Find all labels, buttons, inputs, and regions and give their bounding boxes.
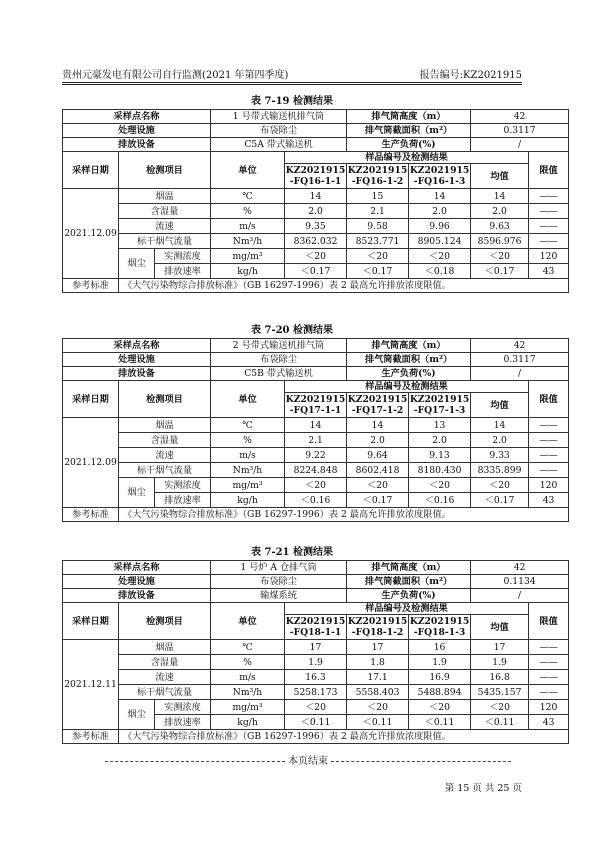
info-label: 采样点名称	[63, 339, 211, 353]
info-label: 处理设施	[63, 124, 211, 138]
info-value: C5B 带式输送机	[211, 367, 347, 381]
item-unit: ℃	[211, 418, 285, 433]
reference-label: 参考标准	[63, 730, 119, 744]
value-3: 9.96	[409, 219, 471, 234]
value-limit: ——	[529, 448, 569, 463]
sample-date: 2021.12.09	[63, 418, 119, 508]
value-1: 17	[285, 640, 347, 655]
col-header-samples: 样品编号及检测结果	[285, 152, 529, 164]
table-row	[63, 219, 569, 234]
table-caption: 表 7-21 检测结果	[251, 547, 333, 558]
col-header-date: 采样日期	[63, 152, 119, 189]
value-2: 14	[347, 418, 409, 433]
value-avg: 8335.899	[471, 463, 529, 478]
value-3: 16	[409, 640, 471, 655]
value-avg: ＜20	[471, 478, 529, 493]
value-2: 17.1	[347, 670, 409, 685]
table-row	[63, 655, 569, 670]
result-table-section	[62, 546, 558, 744]
info-label: 排气筒高度（m）	[347, 339, 471, 353]
sample-date: 2021.12.11	[63, 640, 119, 730]
value-avg: 8596.976	[471, 234, 529, 249]
value-avg: ＜0.17	[471, 264, 529, 279]
value-3: 2.0	[409, 433, 471, 448]
item-group-dust: 烟尘	[119, 478, 155, 508]
item-unit: kg/h	[211, 715, 285, 730]
value-2: ＜20	[347, 700, 409, 715]
item-unit: %	[211, 433, 285, 448]
reference-row	[63, 730, 569, 744]
value-2: 1.8	[347, 655, 409, 670]
header-row	[63, 152, 569, 164]
sample-id: KZ2021915 -FQ17-1-2	[347, 394, 408, 416]
table-row	[63, 685, 569, 700]
col-header-item: 检测项目	[119, 603, 211, 640]
value-limit: 120	[529, 700, 569, 715]
info-label: 采样点名称	[63, 110, 211, 124]
value-limit: ——	[529, 189, 569, 204]
col-header-date: 采样日期	[63, 603, 119, 640]
item-unit: m/s	[211, 670, 285, 685]
item-name: 标干烟气流量	[119, 463, 211, 478]
info-value: 0.1134	[471, 575, 569, 589]
info-value: C5A 带式输送机	[211, 138, 347, 152]
item-unit: %	[211, 655, 285, 670]
page-end-text: 本页结束	[288, 756, 328, 767]
result-table-section	[62, 95, 558, 293]
info-value: 布袋除尘	[211, 124, 347, 138]
col-header-item: 检测项目	[119, 152, 211, 189]
table-row	[63, 189, 569, 204]
value-avg: 14	[471, 189, 529, 204]
reference-label: 参考标准	[63, 508, 119, 522]
info-row	[63, 589, 569, 603]
header-row	[63, 381, 569, 393]
info-value: 输煤系统	[211, 589, 347, 603]
info-row	[63, 575, 569, 589]
item-unit: kg/h	[211, 493, 285, 508]
header-company: 贵州元豪发电有限公司自行监测(2021 年第四季度)	[62, 70, 289, 81]
info-row	[63, 339, 569, 353]
value-1: 8362.032	[285, 234, 347, 249]
item-name: 流速	[119, 219, 211, 234]
sample-id: KZ2021915 -FQ17-1-1	[285, 394, 346, 416]
value-2: 15	[347, 189, 409, 204]
value-3: 16.9	[409, 670, 471, 685]
info-value: 42	[471, 110, 569, 124]
value-3: 1.9	[409, 655, 471, 670]
header-report-no: 报告编号:KZ2021915	[419, 70, 522, 81]
info-label: 排气筒截面积（m²）	[347, 575, 471, 589]
item-name: 烟温	[119, 640, 211, 655]
value-3: ＜0.18	[409, 264, 471, 279]
col-header-samples: 样品编号及检测结果	[285, 381, 529, 393]
item-name: 实测浓度	[155, 700, 211, 715]
info-label: 排气筒截面积（m²）	[347, 124, 471, 138]
value-2: 9.64	[347, 448, 409, 463]
reference-label: 参考标准	[63, 279, 119, 293]
value-avg: 2.0	[471, 433, 529, 448]
result-table-section	[62, 324, 558, 522]
sample-id: KZ2021915 -FQ18-1-3	[409, 616, 470, 638]
info-row	[63, 561, 569, 575]
value-3: 8180.430	[409, 463, 471, 478]
value-1: 9.35	[285, 219, 347, 234]
item-group-dust: 烟尘	[119, 700, 155, 730]
value-3: 8905.124	[409, 234, 471, 249]
col-header-limit: 限值	[529, 381, 569, 418]
item-name: 含湿量	[119, 204, 211, 219]
value-limit: ——	[529, 463, 569, 478]
value-2: 8523.771	[347, 234, 409, 249]
value-limit: 43	[529, 264, 569, 279]
value-1: 16.3	[285, 670, 347, 685]
value-limit: ——	[529, 685, 569, 700]
value-1: 5258.173	[285, 685, 347, 700]
item-unit: m/s	[211, 448, 285, 463]
reference-text: 《大气污染物综合排放标准》（GB 16297-1996）表 2 最高允许排放浓度限值。	[119, 730, 569, 744]
table-row	[63, 249, 569, 264]
col-header-avg: 均值	[471, 615, 529, 640]
table-caption: 表 7-20 检测结果	[251, 325, 333, 336]
value-3: 9.13	[409, 448, 471, 463]
col-header-date: 采样日期	[63, 381, 119, 418]
info-row	[63, 353, 569, 367]
value-3: ＜20	[409, 700, 471, 715]
item-name: 实测浓度	[155, 249, 211, 264]
value-1: 2.1	[285, 433, 347, 448]
item-name: 烟温	[119, 418, 211, 433]
value-2: ＜0.11	[347, 715, 409, 730]
header-rule	[62, 84, 522, 85]
table-row	[63, 234, 569, 249]
info-value: 42	[471, 561, 569, 575]
item-unit: mg/m³	[211, 700, 285, 715]
sample-id: KZ2021915 -FQ16-1-2	[347, 165, 408, 187]
info-label: 处理设施	[63, 575, 211, 589]
reference-text: 《大气污染物综合排放标准》（GB 16297-1996）表 2 最高允许排放浓度限值。	[119, 508, 569, 522]
item-unit: Nm³/h	[211, 685, 285, 700]
value-avg: 9.63	[471, 219, 529, 234]
value-1: ＜0.16	[285, 493, 347, 508]
info-label: 生产负荷(%)	[347, 367, 471, 381]
value-limit: 120	[529, 249, 569, 264]
info-label: 采样点名称	[63, 561, 211, 575]
value-avg: 2.0	[471, 204, 529, 219]
item-name: 标干烟气流量	[119, 234, 211, 249]
col-header-limit: 限值	[529, 603, 569, 640]
info-label: 排气筒高度（m）	[347, 561, 471, 575]
value-limit: 43	[529, 715, 569, 730]
info-value: 2 号带式输送机排气筒	[211, 339, 347, 353]
value-3: 2.0	[409, 204, 471, 219]
value-1: ＜20	[285, 249, 347, 264]
item-unit: kg/h	[211, 264, 285, 279]
value-avg: 1.9	[471, 655, 529, 670]
sample-id: KZ2021915 -FQ17-1-3	[409, 394, 470, 416]
item-unit: m/s	[211, 219, 285, 234]
info-value: 布袋除尘	[211, 353, 347, 367]
value-avg: ＜0.17	[471, 493, 529, 508]
value-1: ＜0.11	[285, 715, 347, 730]
value-2: ＜20	[347, 478, 409, 493]
item-name: 排放速率	[155, 493, 211, 508]
value-1: 14	[285, 189, 347, 204]
value-3: 5488.894	[409, 685, 471, 700]
reference-row	[63, 279, 569, 293]
info-row	[63, 367, 569, 381]
info-label: 排气筒截面积（m²）	[347, 353, 471, 367]
info-label: 生产负荷(%)	[347, 138, 471, 152]
value-limit: 43	[529, 493, 569, 508]
value-3: 13	[409, 418, 471, 433]
col-header-item: 检测项目	[119, 381, 211, 418]
page-header	[62, 64, 522, 83]
value-3: ＜0.11	[409, 715, 471, 730]
info-label: 排气筒高度（m）	[347, 110, 471, 124]
sample-id: KZ2021915 -FQ16-1-3	[409, 165, 470, 187]
item-name: 烟温	[119, 189, 211, 204]
sample-id: KZ2021915 -FQ18-1-1	[285, 616, 346, 638]
value-limit: ——	[529, 655, 569, 670]
info-value: 布袋除尘	[211, 575, 347, 589]
info-row	[63, 138, 569, 152]
table-row	[63, 478, 569, 493]
item-unit: ℃	[211, 640, 285, 655]
value-avg: 9.33	[471, 448, 529, 463]
item-name: 实测浓度	[155, 478, 211, 493]
value-2: 9.58	[347, 219, 409, 234]
item-unit: mg/m³	[211, 478, 285, 493]
table-row	[63, 700, 569, 715]
value-2: ＜0.17	[347, 493, 409, 508]
reference-text: 《大气污染物综合排放标准》（GB 16297-1996）表 2 最高允许排放浓度限值。	[119, 279, 569, 293]
table-caption: 表 7-19 检测结果	[251, 96, 333, 107]
info-label: 生产负荷(%)	[347, 589, 471, 603]
col-header-limit: 限值	[529, 152, 569, 189]
value-1: 9.22	[285, 448, 347, 463]
item-unit: mg/m³	[211, 249, 285, 264]
value-1: 2.0	[285, 204, 347, 219]
table-row	[63, 418, 569, 433]
col-header-avg: 均值	[471, 393, 529, 418]
value-2: 17	[347, 640, 409, 655]
page-end-marker	[88, 752, 528, 767]
value-1: 8224.848	[285, 463, 347, 478]
page-number: 第 15 页 共 25 页	[444, 783, 522, 794]
value-limit: ——	[529, 640, 569, 655]
table-row	[63, 448, 569, 463]
item-unit: Nm³/h	[211, 463, 285, 478]
item-name: 排放速率	[155, 264, 211, 279]
value-limit: ——	[529, 433, 569, 448]
value-2: 2.0	[347, 433, 409, 448]
value-2: ＜20	[347, 249, 409, 264]
item-name: 含湿量	[119, 655, 211, 670]
item-name: 排放速率	[155, 715, 211, 730]
value-3: ＜0.16	[409, 493, 471, 508]
item-unit: Nm³/h	[211, 234, 285, 249]
value-limit: ——	[529, 670, 569, 685]
reference-row	[63, 508, 569, 522]
item-name: 标干烟气流量	[119, 685, 211, 700]
item-unit: ℃	[211, 189, 285, 204]
table-row	[63, 433, 569, 448]
divider	[331, 761, 511, 762]
result-table	[62, 560, 569, 744]
value-limit: ——	[529, 204, 569, 219]
value-avg: 5435.157	[471, 685, 529, 700]
item-unit: %	[211, 204, 285, 219]
sample-date: 2021.12.09	[63, 189, 119, 279]
item-group-dust: 烟尘	[119, 249, 155, 279]
value-limit: ——	[529, 234, 569, 249]
value-2: 5558.403	[347, 685, 409, 700]
value-avg: 14	[471, 418, 529, 433]
sample-id: KZ2021915 -FQ16-1-1	[285, 165, 346, 187]
value-avg: 17	[471, 640, 529, 655]
info-value: 42	[471, 339, 569, 353]
value-avg: ＜20	[471, 249, 529, 264]
info-row	[63, 124, 569, 138]
info-value: /	[471, 138, 569, 152]
result-table	[62, 109, 569, 293]
value-avg: ＜0.11	[471, 715, 529, 730]
value-1: 1.9	[285, 655, 347, 670]
value-2: 8602.418	[347, 463, 409, 478]
item-name: 流速	[119, 448, 211, 463]
value-avg: ＜20	[471, 700, 529, 715]
info-label: 排放设备	[63, 589, 211, 603]
info-value: 1 号炉 A 仓排气筒	[211, 561, 347, 575]
info-label: 排放设备	[63, 367, 211, 381]
col-header-avg: 均值	[471, 164, 529, 189]
item-name: 流速	[119, 670, 211, 685]
value-3: ＜20	[409, 478, 471, 493]
value-limit: ——	[529, 219, 569, 234]
info-value: /	[471, 367, 569, 381]
info-label: 排放设备	[63, 138, 211, 152]
value-avg: 16.8	[471, 670, 529, 685]
value-1: ＜20	[285, 478, 347, 493]
value-2: 2.1	[347, 204, 409, 219]
info-value: /	[471, 589, 569, 603]
value-2: ＜0.17	[347, 264, 409, 279]
sample-id: KZ2021915 -FQ18-1-2	[347, 616, 408, 638]
value-1: ＜20	[285, 700, 347, 715]
value-limit: 120	[529, 478, 569, 493]
col-header-samples: 样品编号及检测结果	[285, 603, 529, 615]
value-3: 14	[409, 189, 471, 204]
value-1: ＜0.17	[285, 264, 347, 279]
info-label: 处理设施	[63, 353, 211, 367]
value-1: 14	[285, 418, 347, 433]
table-row	[63, 670, 569, 685]
info-row	[63, 110, 569, 124]
value-3: ＜20	[409, 249, 471, 264]
info-value: 0.3117	[471, 124, 569, 138]
value-limit: ——	[529, 418, 569, 433]
result-table	[62, 338, 569, 522]
header-row	[63, 603, 569, 615]
info-value: 1 号带式输送机排气筒	[211, 110, 347, 124]
col-header-unit: 单位	[211, 152, 285, 189]
table-row	[63, 640, 569, 655]
table-row	[63, 463, 569, 478]
col-header-unit: 单位	[211, 381, 285, 418]
item-name: 含湿量	[119, 433, 211, 448]
col-header-unit: 单位	[211, 603, 285, 640]
info-value: 0.3117	[471, 353, 569, 367]
divider	[105, 761, 285, 762]
table-row	[63, 204, 569, 219]
